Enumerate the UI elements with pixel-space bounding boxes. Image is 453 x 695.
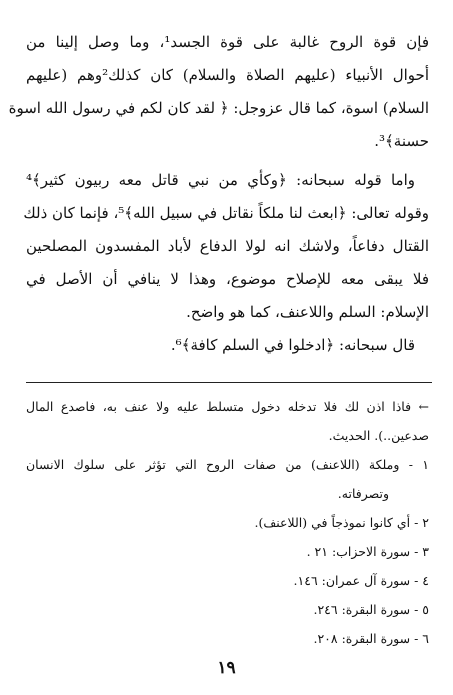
body-line-6: وقوله تعالى: ﴿ابعث لنا ملكاً نقاتل في سبيل الله﴾⁵، فإنما كان ذلك <box>23 204 429 222</box>
body-line-5: واما قوله سبحانه: ﴿وكأي من نبي قاتل معه ربيون كثير﴾⁴ <box>26 171 415 189</box>
footnotes <box>26 392 429 653</box>
body-line-9: الإسلام: السلم واللاعنف، كما هو واضح. <box>186 303 429 321</box>
page-number: ١٩ <box>217 658 236 678</box>
footnote-continuation-end: صدعين..). الحديث. <box>328 428 429 443</box>
footnote-4: ٤ - سورة آل عمران: ١٤٦. <box>293 573 429 588</box>
body-line-7: القتال دفاعاً، ولاشك انه لولا الدفاع لأباد المفسدون المصلحين <box>26 237 429 255</box>
body-line-1: فإن قوة الروح غالبة على قوة الجسد¹، وما وصل إلينا من <box>26 33 429 51</box>
footnote-3: ٣ - سورة الاحزاب: ٢١ . <box>306 544 429 559</box>
footnote-continuation: ← فاذا اذن لك فلا تدخله دخول متسلط عليه ولا عنف به، فاصدع المال <box>26 399 429 414</box>
body-line-8: فلا يبقى معه للإصلاح موضوع، وهذا لا ينافي أن الأصل في <box>26 270 429 288</box>
footnote-2: ٢ - أي كانوا نموذجاً في (اللاعنف). <box>254 515 429 530</box>
body-line-4: حسنة﴾³. <box>374 132 429 150</box>
footnote-divider <box>26 382 432 383</box>
body-line-2: أحوال الأنبياء (عليهم الصلاة والسلام) كان كذلك²وهم (عليهم <box>26 66 429 84</box>
footnote-1: ١ - وملكة (اللاعنف) من صفات الروح التي تؤثر على سلوك الانسان <box>26 457 429 472</box>
footnote-1-continuation: وتصرفاته. <box>337 486 389 501</box>
body-line-10: قال سبحانه: ﴿ادخلوا في السلم كافة﴾⁶. <box>170 336 415 354</box>
footnote-6: ٦ - سورة البقرة: ٢٠٨. <box>313 631 429 646</box>
body-line-3: السلام) اسوة، كما قال عزوجل: ﴿ لقد كان لكم في رسول الله اسوة <box>8 99 429 117</box>
main-text <box>8 26 429 362</box>
footnote-5: ٥ - سورة البقرة: ٢٤٦. <box>313 602 429 617</box>
